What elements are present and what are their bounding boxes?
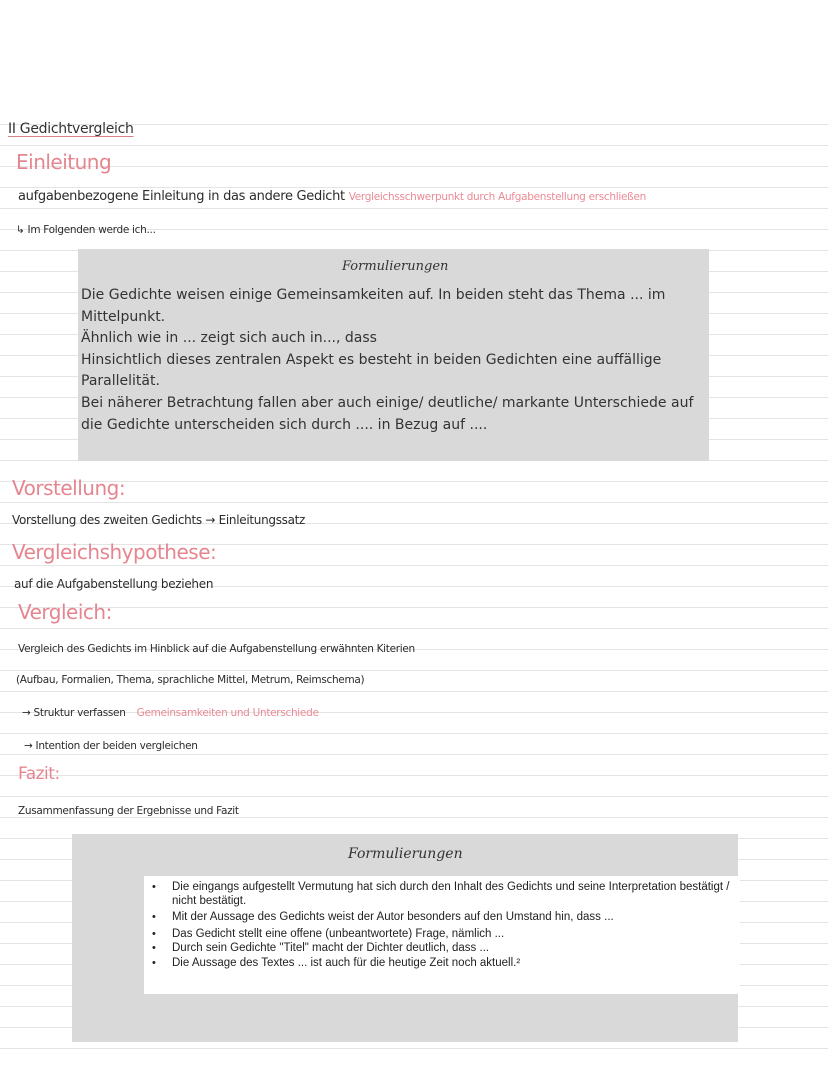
bullet-icon: •	[152, 927, 156, 940]
list-item	[152, 881, 730, 908]
hypothese-line-1: auf die Aufgabenstellung beziehen	[14, 577, 214, 591]
box-1-line: Die Gedichte weisen einige Gemeinsamkeiten auf. In beiden steht das Thema ... im Mittelpunkt.	[81, 287, 666, 325]
heading-vorstellung: Vorstellung:	[12, 476, 126, 500]
fazit-line-1: Zusammenfassung der Ergebnisse und Fazit	[18, 805, 239, 817]
vergleich-accent-text: Gemeinsamkeiten und Unterschiede	[136, 707, 319, 719]
list-item-text: Die Aussage des Textes ... ist auch für die heutige Zeit noch aktuell.²	[172, 956, 521, 969]
list-item-text: Durch sein Gedichte "Titel" macht der Dichter deutlich, dass ...	[172, 942, 490, 954]
top-margin	[0, 0, 828, 104]
list-item	[152, 927, 730, 942]
bullet-icon: •	[152, 956, 156, 969]
box-2-title: Formulierungen	[348, 846, 463, 862]
box-1-text	[81, 285, 701, 436]
list-item	[152, 956, 730, 971]
einleitung-text: aufgabenbezogene Einleitung in das andere Gedicht	[18, 189, 345, 204]
list-item-text: Mit der Aussage des Gedichts weist der Autor besonders auf den Umstand hin, dass ...	[172, 911, 614, 923]
heading-fazit: Fazit:	[18, 764, 60, 784]
vergleich-line-3	[22, 707, 319, 719]
page-title: II Gedichtvergleich	[8, 121, 134, 137]
bullet-icon: •	[152, 881, 156, 893]
bullet-icon: •	[152, 911, 156, 923]
box-2-list	[144, 876, 740, 970]
box-1-title: Formulierungen	[342, 259, 449, 274]
box-1-line: Ähnlich wie in ... zeigt sich auch in..., dass	[81, 330, 377, 347]
box-1-line: Bei näherer Betrachtung fallen aber auch einige/ deutliche/ markante Unterschiede auf die Gedichte unterscheiden sich durch .... in Bezug auf ....	[81, 394, 694, 433]
heading-einleitung: Einleitung	[16, 150, 112, 174]
list-item	[152, 911, 730, 925]
vergleich-line-1: Vergleich des Gedichts im Hinblick auf die Aufgabenstellung erwähnten Kiterien	[18, 643, 415, 655]
vergleich-line-4: → Intention der beiden vergleichen	[24, 740, 198, 752]
box-2-list-panel	[144, 876, 740, 994]
heading-vergleich: Vergleich:	[18, 600, 112, 624]
box-1-line: Hinsichtlich dieses zentralen Aspekt es besteht in beiden Gedichten eine auffällige Parallelität.	[81, 351, 662, 390]
vergleich-line-2: (Aufbau, Formalien, Thema, sprachliche Mittel, Metrum, Reimschema)	[16, 674, 365, 686]
formulierungen-box-2	[72, 834, 738, 1042]
list-item-text: Die eingangs aufgestellt Vermutung hat sich durch den Inhalt des Gedichts und seine Interpretation bestätigt / nicht bestätigt.	[172, 881, 730, 907]
formulierungen-box-1	[78, 249, 709, 461]
heading-vergleichshypothese: Vergleichshypothese:	[12, 540, 217, 564]
einleitung-accent-text: Vergleichsschwerpunkt durch Aufgabenstellung erschließen	[348, 191, 646, 203]
vergleich-line-3-text: → Struktur verfassen	[22, 707, 126, 719]
list-item	[152, 942, 730, 956]
bullet-icon: •	[152, 942, 156, 954]
list-item-text: Das Gedicht stellt eine offene (unbeantwortete) Frage, nämlich ...	[172, 927, 505, 940]
einleitung-line-2: ↳ Im Folgenden werde ich...	[16, 224, 156, 236]
vorstellung-line-1: Vorstellung des zweiten Gedichts → Einleitungssatz	[12, 513, 306, 527]
einleitung-line-1	[18, 189, 646, 204]
